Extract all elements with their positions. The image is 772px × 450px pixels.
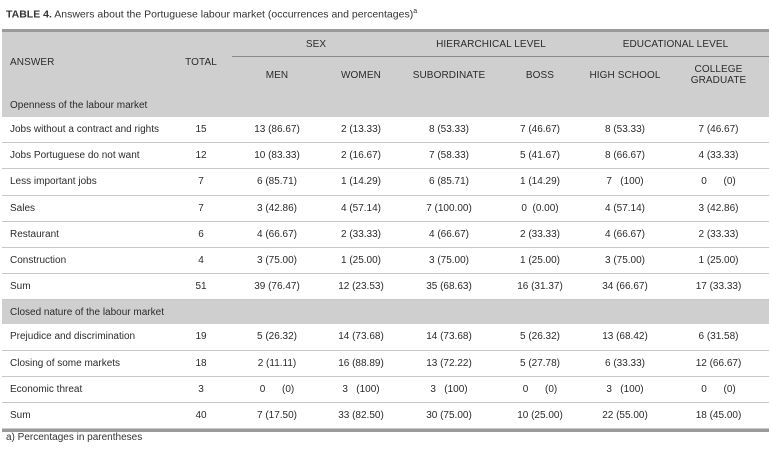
cell-women: 2 (16.67) [322, 143, 400, 169]
cell-women: 12 (23.53) [322, 274, 400, 300]
cell-total: 51 [170, 274, 232, 300]
cell-boss: 5 (27.78) [498, 350, 582, 376]
section-header [2, 300, 769, 325]
table-number: TABLE 4. [6, 8, 52, 21]
cell-college: 17 (33.33) [668, 274, 769, 300]
table-row [2, 221, 769, 247]
cell-answer: Closing of some markets [2, 350, 170, 376]
cell-high-school: 4 (66.67) [582, 221, 668, 247]
cell-total: 3 [170, 376, 232, 402]
cell-men: 7 (17.50) [232, 402, 322, 428]
cell-total: 12 [170, 143, 232, 169]
cell-answer: Sum [2, 274, 170, 300]
cell-men: 5 (26.32) [232, 324, 322, 350]
cell-high-school: 13 (68.42) [582, 324, 668, 350]
cell-answer: Prejudice and discrimination [2, 324, 170, 350]
cell-men: 2 (11.11) [232, 350, 322, 376]
cell-answer: Jobs without a contract and rights [2, 117, 170, 143]
cell-college: 2 (33.33) [668, 221, 769, 247]
cell-women: 1 (25.00) [322, 247, 400, 273]
cell-high-school: 8 (66.67) [582, 143, 668, 169]
cell-women: 2 (13.33) [322, 117, 400, 143]
cell-men: 6 (85.71) [232, 169, 322, 195]
cell-women: 3 (100) [322, 376, 400, 402]
cell-total: 40 [170, 402, 232, 428]
cell-subordinate: 7 (58.33) [400, 143, 498, 169]
cell-answer: Restaurant [2, 221, 170, 247]
header-high-school: HIGH SCHOOL [582, 57, 668, 94]
table-row [2, 247, 769, 273]
table-body [2, 93, 769, 429]
cell-college: 4 (33.33) [668, 143, 769, 169]
cell-total: 18 [170, 350, 232, 376]
table-row [2, 169, 769, 195]
cell-subordinate: 35 (68.63) [400, 274, 498, 300]
cell-men: 13 (86.67) [232, 117, 322, 143]
header-hierarchical-level: HIERARCHICAL LEVEL [400, 32, 582, 57]
cell-college: 3 (42.86) [668, 195, 769, 221]
cell-women: 14 (73.68) [322, 324, 400, 350]
cell-boss: 16 (31.37) [498, 274, 582, 300]
cell-boss: 0 (0.00) [498, 195, 582, 221]
cell-women: 33 (82.50) [322, 402, 400, 428]
header-boss: BOSS [498, 57, 582, 94]
footnote-marker: a [413, 8, 418, 15]
cell-men: 39 (76.47) [232, 274, 322, 300]
cell-boss: 5 (41.67) [498, 143, 582, 169]
cell-boss: 2 (33.33) [498, 221, 582, 247]
cell-high-school: 4 (57.14) [582, 195, 668, 221]
cell-women: 16 (88.89) [322, 350, 400, 376]
cell-total: 7 [170, 169, 232, 195]
header-answer: ANSWER [2, 32, 170, 93]
cell-subordinate: 4 (66.67) [400, 221, 498, 247]
header-subordinate: SUBORDINATE [400, 57, 498, 94]
cell-men: 3 (42.86) [232, 195, 322, 221]
table-footnote: a) Percentages in parentheses [6, 432, 143, 443]
table-row [2, 324, 769, 350]
cell-college: 12 (66.67) [668, 350, 769, 376]
cell-high-school: 8 (53.33) [582, 117, 668, 143]
cell-subordinate: 14 (73.68) [400, 324, 498, 350]
header-college-graduate: COLLEGE GRADUATE [668, 57, 769, 94]
cell-subordinate: 3 (100) [400, 376, 498, 402]
cell-subordinate: 8 (53.33) [400, 117, 498, 143]
cell-men: 0 (0) [232, 376, 322, 402]
cell-high-school: 3 (100) [582, 376, 668, 402]
cell-men: 4 (66.67) [232, 221, 322, 247]
cell-college: 7 (46.67) [668, 117, 769, 143]
cell-high-school: 34 (66.67) [582, 274, 668, 300]
labour-market-table [2, 29, 769, 432]
cell-high-school: 6 (33.33) [582, 350, 668, 376]
cell-total: 4 [170, 247, 232, 273]
cell-boss: 1 (14.29) [498, 169, 582, 195]
header-sex: SEX [232, 32, 400, 57]
cell-boss: 1 (25.00) [498, 247, 582, 273]
cell-college: 1 (25.00) [668, 247, 769, 273]
table-row [2, 376, 769, 402]
header-total: TOTAL [170, 32, 232, 93]
cell-subordinate: 13 (72.22) [400, 350, 498, 376]
section-title: Openness of the labour market [2, 93, 769, 117]
table-row [2, 195, 769, 221]
cell-answer: Construction [2, 247, 170, 273]
cell-men: 10 (83.33) [232, 143, 322, 169]
cell-boss: 0 (0) [498, 376, 582, 402]
section-title: Closed nature of the labour market [2, 300, 769, 325]
cell-answer: Jobs Portuguese do not want [2, 143, 170, 169]
cell-answer: Sales [2, 195, 170, 221]
cell-boss: 10 (25.00) [498, 402, 582, 428]
cell-answer: Economic threat [2, 376, 170, 402]
cell-answer: Less important jobs [2, 169, 170, 195]
table-row [2, 402, 769, 428]
cell-subordinate: 30 (75.00) [400, 402, 498, 428]
cell-subordinate: 6 (85.71) [400, 169, 498, 195]
table-title: Answers about the Portuguese labour market (occurrences and percentages) [51, 8, 414, 21]
cell-high-school: 7 (100) [582, 169, 668, 195]
cell-total: 19 [170, 324, 232, 350]
cell-answer: Sum [2, 402, 170, 428]
cell-men: 3 (75.00) [232, 247, 322, 273]
cell-boss: 5 (26.32) [498, 324, 582, 350]
table-row [2, 143, 769, 169]
cell-total: 7 [170, 195, 232, 221]
cell-high-school: 22 (55.00) [582, 402, 668, 428]
cell-college: 0 (0) [668, 169, 769, 195]
cell-total: 15 [170, 117, 232, 143]
header-educational-level: EDUCATIONAL LEVEL [582, 32, 769, 57]
table-row [2, 117, 769, 143]
cell-women: 1 (14.29) [322, 169, 400, 195]
table-row [2, 350, 769, 376]
table-row [2, 274, 769, 300]
header-men: MEN [232, 57, 322, 94]
cell-college: 6 (31.58) [668, 324, 769, 350]
header-women: WOMEN [322, 57, 400, 94]
header-row-groups [2, 32, 769, 57]
cell-women: 2 (33.33) [322, 221, 400, 247]
cell-total: 6 [170, 221, 232, 247]
cell-college: 18 (45.00) [668, 402, 769, 428]
cell-women: 4 (57.14) [322, 195, 400, 221]
table-caption [6, 8, 417, 21]
cell-subordinate: 7 (100.00) [400, 195, 498, 221]
section-header [2, 93, 769, 117]
cell-subordinate: 3 (75.00) [400, 247, 498, 273]
cell-boss: 7 (46.67) [498, 117, 582, 143]
cell-high-school: 3 (75.00) [582, 247, 668, 273]
cell-college: 0 (0) [668, 376, 769, 402]
